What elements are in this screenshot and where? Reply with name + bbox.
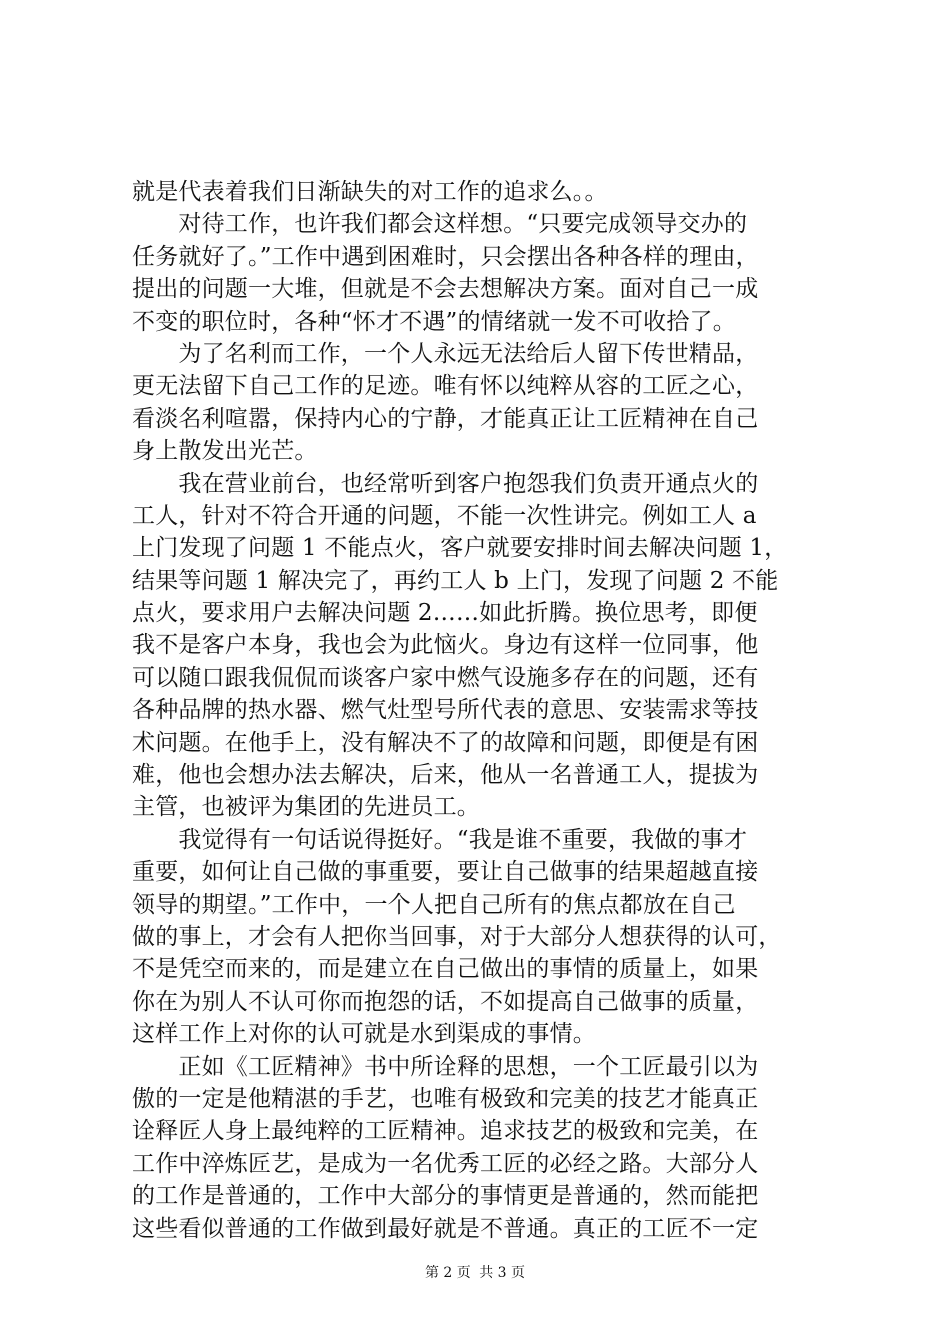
text-line: 就是代表着我们日渐缺失的对工作的追求么。。 [132,179,608,205]
text-line: 难，他也会想办法去解决，后来，他从一名普通工人，提拔为 [132,762,759,789]
text-line: 不变的职位时，各种“怀才不遇”的情绪就一发不可收拾了。 [132,308,736,335]
text-line: 结果等问题 1 解决完了，再约工人 b 上门，发现了问题 2 不能 [132,567,779,594]
text-line: 做的事上，才会有人把你当回事，对于大部分人想获得的认可， [132,923,782,950]
text-line: 我觉得有一句话说得挺好。“我是谁不重要，我做的事才 [132,826,748,853]
text-line: 主管，也被评为集团的先进员工。 [132,794,480,821]
text-line: 对待工作，也许我们都会这样想。“只要完成领导交办的 [132,211,748,238]
text-line: 术问题。在他手上，没有解决不了的故障和问题，即便是有困 [132,729,759,756]
text-line: 不是凭空而来的，而是建立在自己做出的事情的质量上，如果 [132,956,759,983]
page-total: 共 3 页 [479,1265,526,1281]
text-line: 我不是客户本身，我也会为此恼火。身边有这样一位同事，他 [132,632,759,659]
text-line: 各种品牌的热水器、燃气灶型号所代表的意思、安装需求等技 [132,697,759,724]
text-line: 看淡名利喧嚣，保持内心的宁静，才能真正让工匠精神在自己 [132,405,759,432]
text-line: 身上散发出光芒。 [132,438,318,465]
text-line: 这些看似普通的工作做到最好就是不普通。真正的工匠不一定 [132,1215,759,1242]
text-line: 重要，如何让自己做的事重要，要让自己做事的结果超越直接 [132,859,759,886]
text-line: 你在为别人不认可你而抱怨的话，不如提高自己做事的质量， [132,988,759,1015]
page-footer [0,1262,950,1282]
text-line: 点火，要求用户去解决问题 2……如此折腾。换位思考，即便 [132,600,758,627]
text-line: 为了名利而工作，一个人永远无法给后人留下传世精品， [132,340,759,367]
text-line: 我在营业前台，也经常听到客户抱怨我们负责开通点火的 [132,470,759,497]
text-line: 任务就好了。”工作中遇到困难时，只会摆出各种各样的理由， [132,243,759,270]
text-line: 诠释匠人身上最纯粹的工匠精神。追求技艺的极致和完美，在 [132,1118,759,1145]
text-line: 提出的问题一大堆，但就是不会去想解决方案。面对自己一成 [132,276,759,303]
text-line: 傲的一定是他精湛的手艺，也唯有极致和完美的技艺才能真正 [132,1085,759,1112]
text-line: 可以随口跟我侃侃而谈客户家中燃气设施多存在的问题，还有 [132,664,759,691]
text-line: 上门发现了问题 1 不能点火，客户就要安排时间去解决问题 1， [132,535,788,562]
text-line: 工作中淬炼匠艺，是成为一名优秀工匠的必经之路。大部分人 [132,1150,759,1177]
text-line: 正如《工匠精神》书中所诠释的思想，一个工匠最引以为 [132,1053,759,1080]
page-number: 第 2 页 [424,1265,471,1281]
text-line: 的工作是普通的，工作中大部分的事情更是普通的，然而能把 [132,1183,759,1210]
text-line: 更无法留下自己工作的足迹。唯有怀以纯粹从容的工匠之心， [132,373,759,400]
text-line: 工人，针对不符合开通的问题，不能一次性讲完。例如工人 a [132,502,757,529]
document-body [132,176,832,1245]
text-line: 领导的期望。”工作中，一个人把自己所有的焦点都放在自己 [132,891,736,918]
text-line: 这样工作上对你的认可就是水到渠成的事情。 [132,1021,596,1048]
